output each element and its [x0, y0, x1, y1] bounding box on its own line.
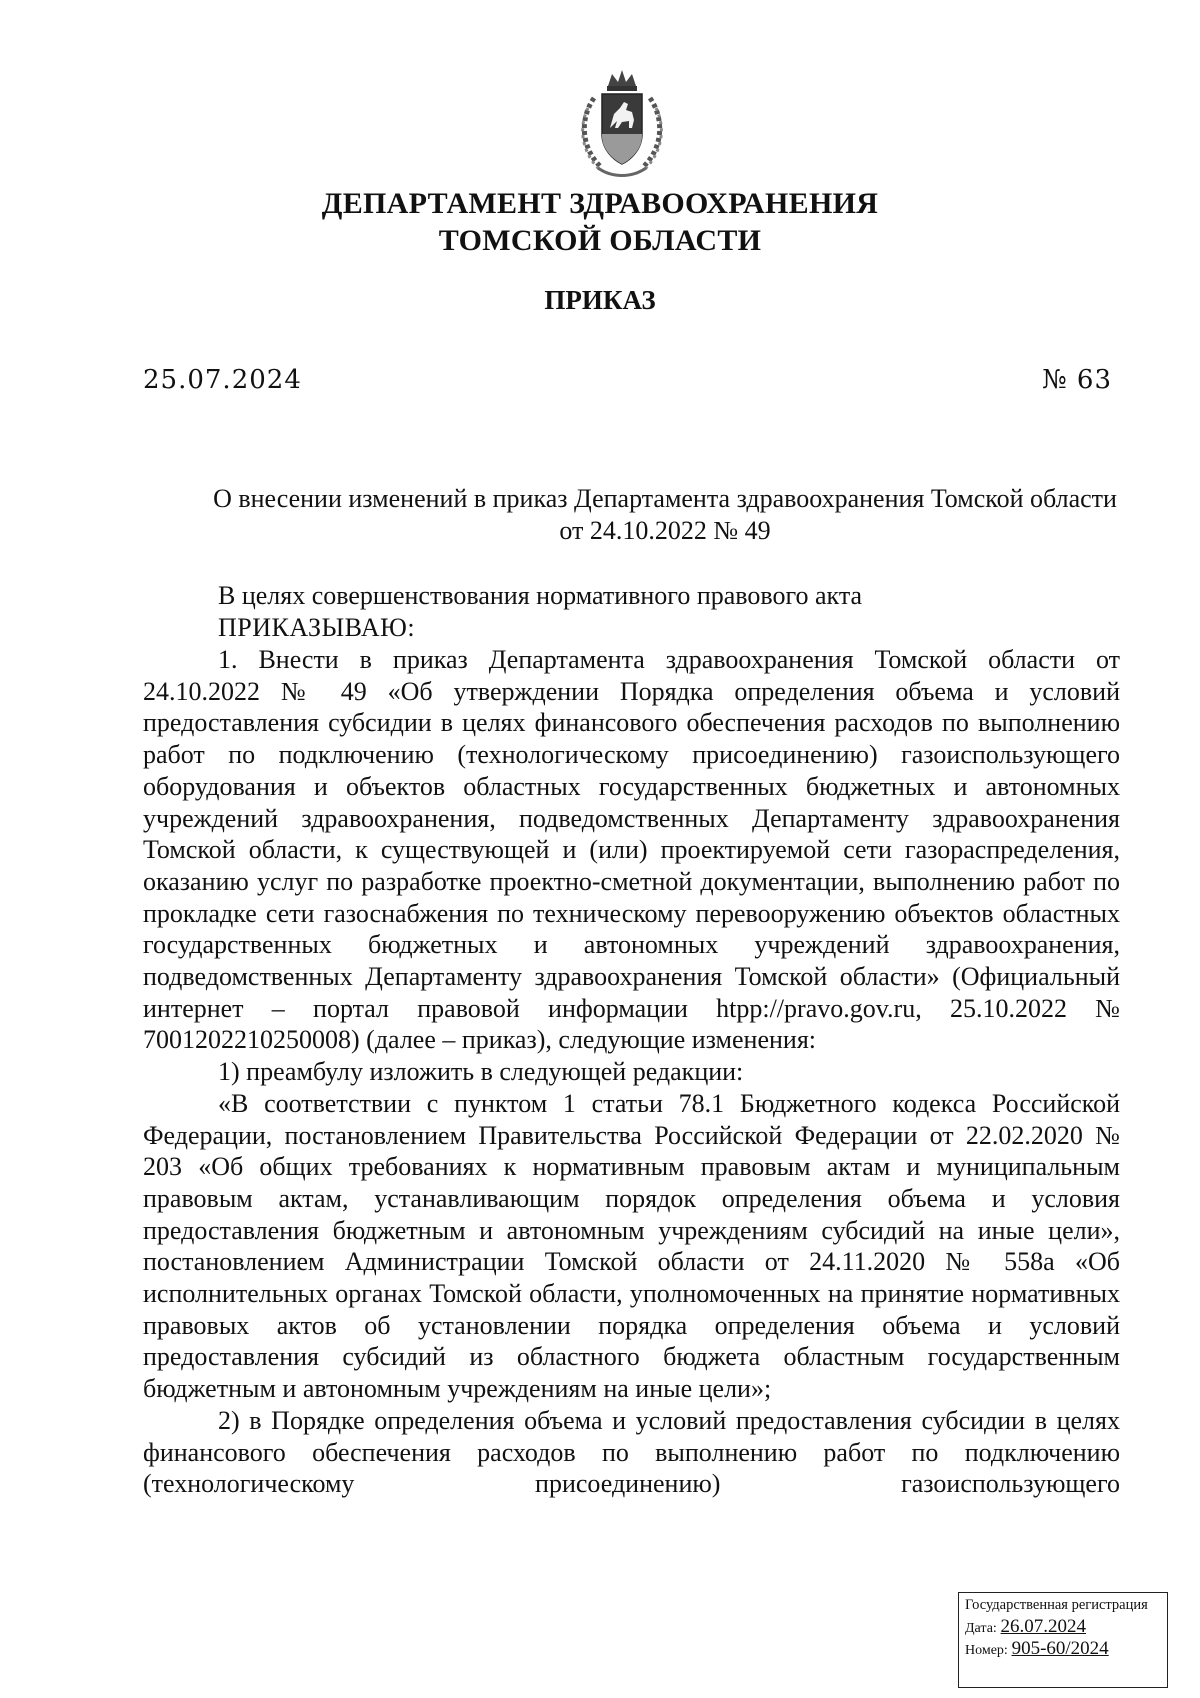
order-word: ПРИКАЗЫВАЮ:	[218, 613, 416, 642]
registration-number-value: 905-60/2024	[1011, 1638, 1109, 1659]
registration-date-row	[965, 1617, 1161, 1639]
order-date: 25.07.2024	[143, 365, 302, 395]
order-number: № 63	[1042, 365, 1112, 395]
registration-date-value: 26.07.2024	[1000, 1616, 1087, 1637]
registration-number-row	[965, 1639, 1161, 1661]
registration-number-label: Номер:	[965, 1643, 1008, 1658]
registration-stamp	[958, 1592, 1168, 1688]
paragraph-2: 1) преамбулу изложить в следующей редакции:	[218, 1057, 744, 1087]
preamble-intro: В целях совершенствования нормативного правового акта	[218, 581, 863, 610]
organization-name-line1: ДЕПАРТАМЕНТ ЗДРАВООХРАНЕНИЯ	[321, 187, 879, 220]
paragraph-4: 2) в Порядке определения объема и условий предоставления субсидии в целях финансового обеспечения расходов по выполнению работ по подключению (технологическому присоединению) газоиспользующего	[143, 1405, 1120, 1499]
paragraph-3: «В соответствии с пунктом 1 статьи 78.1 Бюджетного кодекса Российской Федерации, постановлением Правительства Российской Федерации от 22.02.2020 № 203 «Об общих требованиях к нормативным правовым актам и муниципальным правовым актам, устанавливающим порядок определения объема и условия предоставления бюджетным и автономным учреждениям субсидий на иные цели», постановлением Администрации Томской области от 24.11.2020 № 558а «Об исполнительных органах Томской области, уполномоченных на принятие нормативных правовых актов об установлении порядка определения объема и условий предоставления субсидий из областного бюджета областным государственным бюджетным и автономным учреждениям на иные цели»;	[143, 1088, 1120, 1404]
registration-date-label: Дата:	[965, 1621, 997, 1636]
order-body	[143, 644, 1120, 1500]
order-subject: О внесении изменений в приказ Департамента здравоохранения Томской области от 24.10.2022 № 49	[213, 484, 1117, 545]
registration-title: Государственная регистрация	[965, 1597, 1148, 1613]
organization-name-line2: ТОМСКОЙ ОБЛАСТИ	[438, 224, 762, 257]
tomsk-region-coat-of-arms-icon	[572, 68, 672, 180]
paragraph-1: 1. Внести в приказ Департамента здравоохранения Томской области от 24.10.2022 № 49 «Об утверждении Порядка определения объема и условий предоставления субсидии в целях финансового обеспечения расходов по выполнению работ по подключению (технологическому присоединению) газоиспользующего оборудования и объектов областных государственных бюджетных и автономных учреждений здравоохранения, подведомственных Департаменту здравоохранения Томской области, к существующей и (или) проектируемой сети газораспределения, оказанию услуг по разработке проектно-сметной документации, выполнению работ по прокладке сети газоснабжения по техническому перевооружению объектов областных государственных бюджетных и автономных учреждений здравоохранения, подведомственных Департаменту здравоохранения Томской области» (Официальный интернет – портал правовой информации htpp://pravo.gov.ru, 25.10.2022 № 7001202210250008) (далее – приказ), следующие изменения:	[143, 645, 1120, 1055]
document-type: ПРИКАЗ	[544, 285, 656, 315]
